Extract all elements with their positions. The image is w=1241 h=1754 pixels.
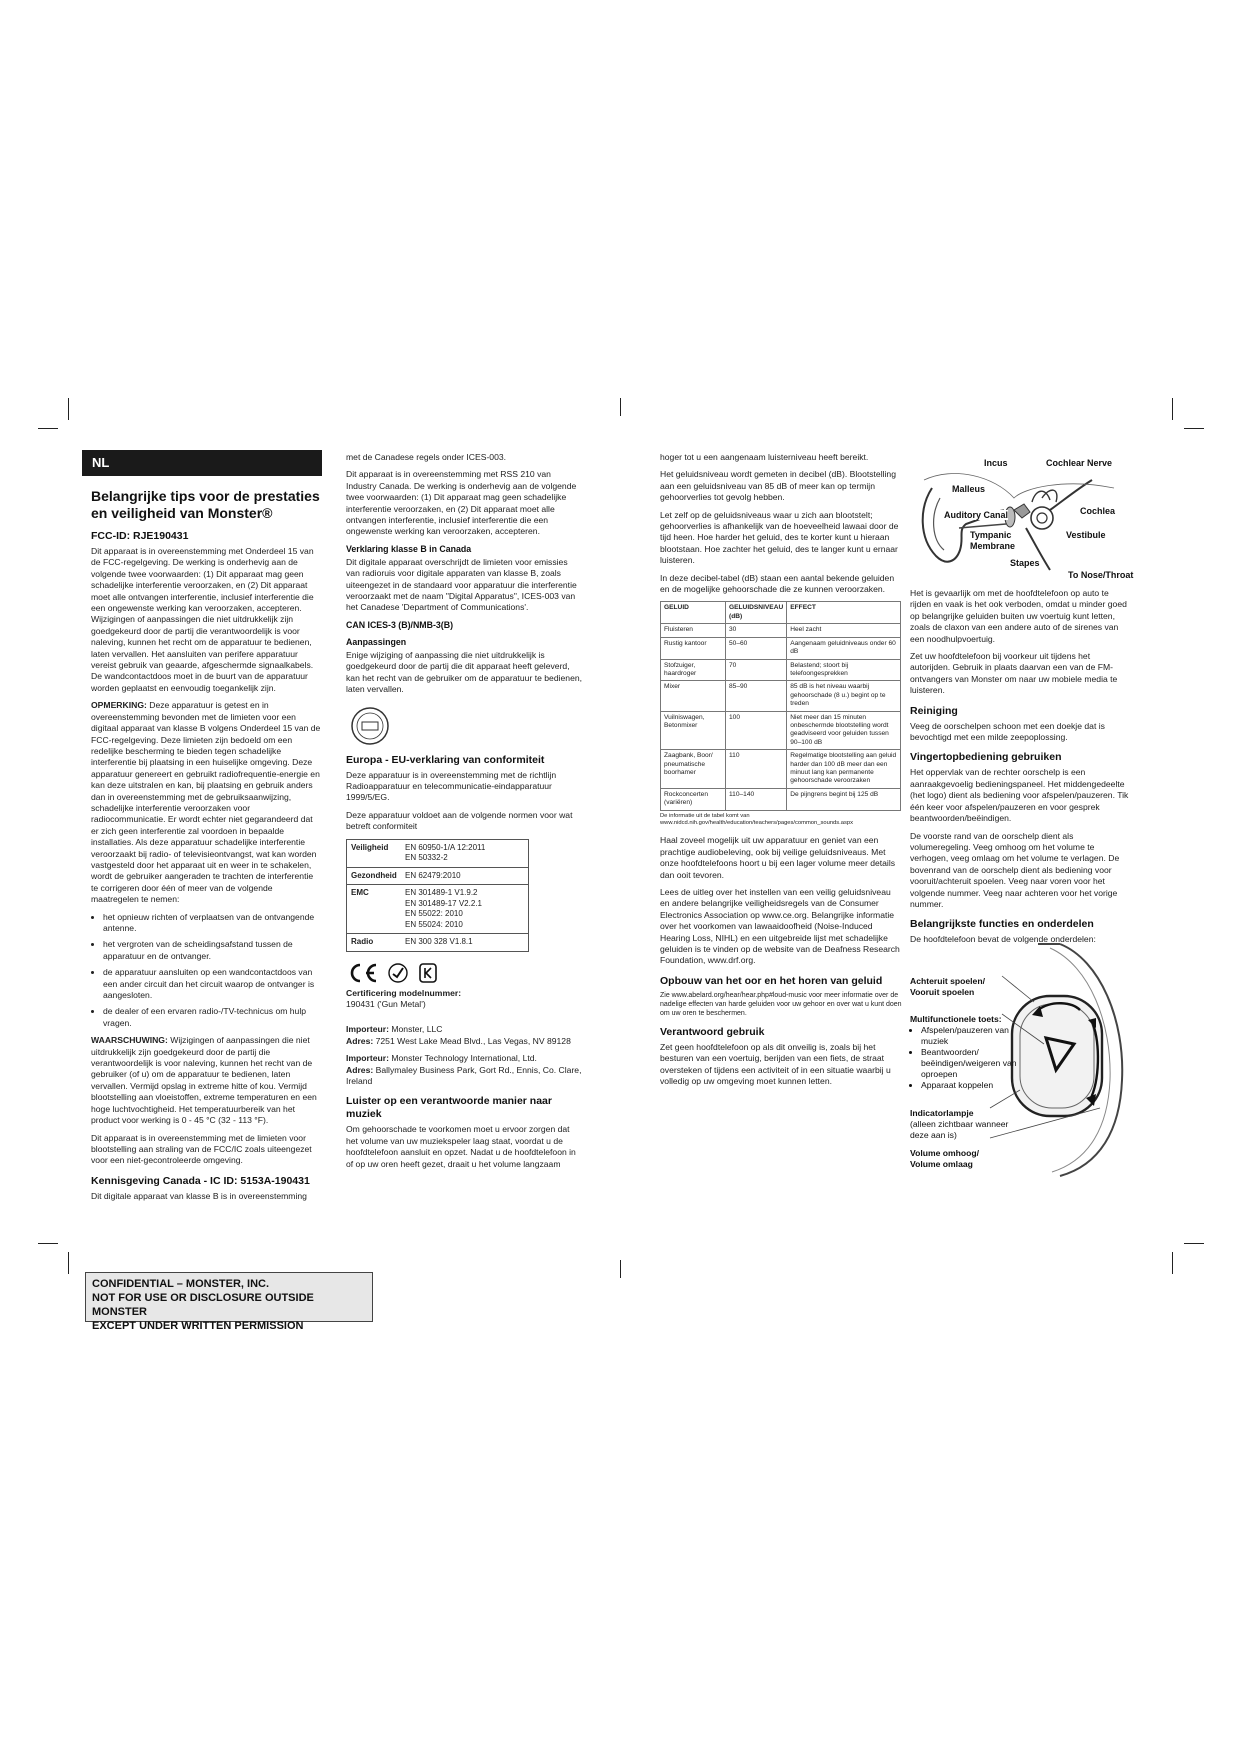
table-cell: EN 300 328 V1.8.1 xyxy=(401,934,529,952)
label-malleus: Malleus xyxy=(952,484,986,494)
label-incus: Incus xyxy=(984,458,1008,468)
label-rewind-forward: Achteruit spoelen/ Vooruit spoelen xyxy=(910,976,985,997)
column-header: GELUIDSNIVEAU (dB) xyxy=(726,602,787,624)
address-eu-line xyxy=(346,1065,582,1088)
standards-table xyxy=(346,839,529,952)
table-cell: 85 dB is het niveau waarbij gehoorschade (8 u.) begint op te treden xyxy=(787,681,901,711)
multifunction-list xyxy=(910,1025,1020,1091)
table-row xyxy=(347,839,529,867)
crop-mark xyxy=(68,1252,69,1274)
label-cochlea: Cochlea xyxy=(1080,506,1116,516)
column-header: EFFECT xyxy=(787,602,901,624)
decibel-paragraph: Het geluidsniveau wordt gemeten in decibel (dB). Blootstelling aan een geluidsniveau van 85 dB of meer kan op termijn gehoorverlies tot gevolg hebben. xyxy=(660,469,896,503)
table-cell: Niet meer dan 15 minuten onbeschermde blootstelling wordt geadviseerd voor geluiden tussen 90–100 dB xyxy=(787,711,901,750)
label-stapes: Stapes xyxy=(1010,558,1040,568)
confidential-line: EXCEPT UNDER WRITTEN PERMISSION xyxy=(92,1320,304,1332)
listen-continued: hoger tot u een aangenaam luisterniveau heeft bereikt. xyxy=(660,452,869,462)
eu-paragraph-2: Deze apparatuur voldoet aan de volgende normen voor wat betreft conformiteit xyxy=(346,809,573,832)
table-row xyxy=(347,867,529,885)
column-2 xyxy=(346,452,582,1176)
label-auditory-canal: Auditory Canal xyxy=(944,510,1009,520)
ices-paragraph: met de Canadese regels onder ICES-003. xyxy=(346,452,507,462)
list-item: • de dealer of een ervaren radio-/TV-technicus om hulp vragen. xyxy=(103,1006,321,1029)
listen-heading: Luister op een verantwoorde manier naar muziek xyxy=(346,1095,552,1121)
confidential-line: CONFIDENTIAL – MONSTER, INC. xyxy=(92,1278,270,1290)
table-cell: Heel zacht xyxy=(787,624,901,637)
exposure-paragraph: Dit apparaat is in overeenstemming met de limieten voor blootstelling aan straling van de FCC/IC zoals uiteengezet voor een niet-gecontroleerde omgeving. xyxy=(91,1132,312,1166)
crop-mark xyxy=(1184,1243,1204,1244)
address-line xyxy=(346,1036,582,1047)
crop-mark xyxy=(620,398,621,416)
canada-heading: Kennisgeving Canada - IC ID: 5153A-190431 xyxy=(91,1174,310,1187)
cleaning-paragraph: Veeg de oorschelpen schoon met een doekje dat is bevochtigd met een milde zeepoplossing. xyxy=(910,720,1105,743)
table-row xyxy=(661,711,901,750)
class-b-heading: Verklaring klasse B in Canada xyxy=(346,543,472,554)
column-1 xyxy=(91,484,321,1208)
table-row xyxy=(661,788,901,810)
address-value: 7251 West Lake Mead Blvd., Las Vegas, NV 89128 xyxy=(373,1035,571,1046)
language-badge: NL xyxy=(82,450,322,476)
crop-mark xyxy=(1184,428,1204,429)
driving-paragraph: Het is gevaarlijk om met de hoofdtelefoon op auto te rijden en vaak is het ook verboden, omdat u minder goed op belangrijke geluiden buiten uw voertuig kunt letten, zoals de claxon van een andere auto of de sirenes van een noodhulpvoertuig. xyxy=(910,588,1127,644)
parts-paragraph: De hoofdtelefoon bevat de volgende onderdelen: xyxy=(910,934,1096,945)
table-row xyxy=(661,659,901,681)
table-row xyxy=(347,934,529,952)
table-cell: Rockconcerten (variëren) xyxy=(661,788,726,810)
parts-heading: Belangrijkste functies en onderdelen xyxy=(910,918,1094,931)
can-ices-heading: CAN ICES-3 (B)/NMB-3(B) xyxy=(346,619,454,630)
crop-mark xyxy=(1172,1252,1173,1274)
table-cell: 110 xyxy=(726,750,787,789)
class-b-paragraph: Dit digitale apparaat overschrijdt de limieten voor emissies van radioruis voor digitale apparaten van klasse B, zoals uiteengezet in de standaard voor apparatuur die interferentie veroorzaakt met de naam "Digital Apparatus", ICES-003 van het Canadese 'Department of Communications'. xyxy=(346,556,577,613)
table-cell: 30 xyxy=(726,624,787,637)
address-eu-label: Adres: xyxy=(346,1064,374,1075)
table-cell: Veiligheid xyxy=(347,839,402,867)
table-row xyxy=(661,750,901,789)
table-cell: 110–140 xyxy=(726,788,787,810)
headphone-diagram xyxy=(910,940,1140,1180)
table-cell: Stofzuiger, haardroger xyxy=(661,659,726,681)
fingertip-paragraph-2: De voorste rand van de oorschelp dient als volumeregeling. Veeg omhoog om het volume te verhogen, veeg omlaag om het volume te verlagen. De bovenrand van de oorschelp dient als bediening voor vooruit/achteruit spoelen. Veeg naar voren voor het volgende nummer. Veeg naar achteren voor het vorige nummer. xyxy=(910,830,1120,909)
warning-label: WAARSCHUWING: xyxy=(91,1035,168,1046)
table-intro: In deze decibel-tabel (dB) staan een aantal bekende geluiden en de mogelijke gehoorschade die ze kunnen veroorzaken. xyxy=(660,572,895,595)
rss-paragraph: Dit apparaat is in overeenstemming met RSS 210 van Industry Canada. De werking is onderhevig aan de volgende twee voorwaarden: (1) Dit apparaat mag geen schadelijke interferentie veroorzaken, en (2) Dit apparaat moet alle ontvangen interferentie, inclusief interferentie die een ongewenste werking kan veroorzaken, accepteren. xyxy=(346,469,577,537)
rcm-mark-icon xyxy=(386,962,410,984)
table-row xyxy=(661,624,901,637)
list-item: • het vergroten van de scheidingsafstand tussen de apparatuur en de ontvanger. xyxy=(103,939,321,962)
measures-list xyxy=(91,912,321,1030)
list-item: • de apparatuur aansluiten op een wandcontactdoos van een ander circuit dan het circuit waarop de ontvanger is aangesloten. xyxy=(103,967,321,1001)
list-item: • Apparaat koppelen xyxy=(921,1080,1020,1091)
note-paragraph xyxy=(91,700,321,905)
note-label: OPMERKING: xyxy=(91,700,147,711)
table-cell: Zaagbank, Boor/ pneumatische boorhamer xyxy=(661,750,726,789)
table-cell: EN 62479:2010 xyxy=(401,867,529,885)
canada-paragraph: Dit digitale apparaat van klasse B is in overeenstemming xyxy=(91,1190,307,1201)
importer-value: Monster, LLC xyxy=(388,1024,443,1035)
label-tympanic-membrane: Tympanic Membrane xyxy=(970,530,1016,551)
list-item: • Afspelen/pauzeren van muziek xyxy=(921,1025,1020,1047)
crop-mark xyxy=(1172,398,1173,420)
fm-paragraph: Zet uw hoofdtelefoon bij voorkeur uit tijdens het autorijden. Gebruik in plaats daarvan een van de FM-ontvangers van Monster om naar uw mobiele media te luisteren. xyxy=(910,651,1118,696)
modifications-heading: Aanpassingen xyxy=(346,636,407,647)
table-row xyxy=(347,885,529,934)
table-cell: EN 60950-1/A 12:2011 EN 50332-2 xyxy=(401,839,529,867)
eu-paragraph-1: Deze apparatuur is in overeenstemming met de richtlijn Radioapparatuur en telecommunicatie-eindapparatuur 1999/5/EG. xyxy=(346,769,557,803)
table-cell: Aangenaam geluidniveaus onder 60 dB xyxy=(787,637,901,659)
ear-heading: Opbouw van het oor en het horen van geluid xyxy=(660,974,883,987)
label-volume: Volume omhoog/ Volume omlaag xyxy=(910,1148,980,1169)
exposure-levels-paragraph: Let zelf op de geluidsniveaus waar u zich aan blootstelt; gehoorverlies is afhankelijk van de hoeveelheid lawaai door de tijd heen. Hoe harder het geluid, des te korter kunt u hieraan blootstaan. Hoe zachter het geluid, des te langer kunt u ernaar luisteren. xyxy=(660,509,899,566)
column-header: GELUID xyxy=(661,602,726,624)
note-text: Deze apparatuur is getest en in overeenstemming bevonden met de limieten voor een digitaal apparaat van klasse B volgens Onderdeel 15 van de FCC-regelgeving. Deze limieten zijn bedoeld om een redelijke bescherming te bieden tegen schadelijke interferentie bij plaatsing in een huiselijke omgeving. Deze apparatuur genereert en gebruikt radiofrequentie-energie en kan deze uitstralen en kan, bij plaatsing en gebruik anders dan in overeenstemming met de gebruiksaanwijzing, schadelijke interferentie veroorzaken voor radiocommunicatie. Er wordt echter niet gegarandeerd dat er zich geen interferentie zal voordoen in bepaalde installaties. Als deze apparatuur schadelijke interferentie veroorzaakt bij radio- of televisieontvangst, wat kan worden vastgesteld door het apparaat uit en weer in te schakelen, wordt de gebruiker aangeraden te trachten de interferentie te corrigeren door één of meer van de volgende maatregelen te nemen: xyxy=(91,700,321,905)
listen-paragraph: Om gehoorschade te voorkomen moet u ervoor zorgen dat het volume van uw muziekspeler laag staat, voordat u de hoofdtelefoon aansluit en opzet. Nadat u de hoofdtelefoon in of op uw oren heeft gezet, draait u het volume langzaam xyxy=(346,1124,576,1169)
table-cell: Mixer xyxy=(661,681,726,711)
ce-mark-icon xyxy=(346,962,378,984)
importer-eu-line xyxy=(346,1053,582,1064)
crop-mark xyxy=(68,398,69,420)
list-item: • Beantwoorden/ beëindigen/weigeren van oproepen xyxy=(921,1047,1020,1080)
confidential-notice xyxy=(85,1272,373,1332)
label-to-nose-throat: To Nose/Throat xyxy=(1068,570,1134,580)
ear-paragraph: Zie www.abelard.org/hear/hear.php#loud-music voor meer informatie over de nadelige effecten van harde geluiden voor uw gehoor en over wat u kunt doen om uw oren te beschermen. xyxy=(660,991,902,1017)
table-cell: Regelmatige blootstelling aan geluid harder dan 100 dB meer dan een minuut lang kan permanente gehoorschade veroorzaken xyxy=(787,750,901,789)
table-cell: Rustig kantoor xyxy=(661,637,726,659)
label-vestibule: Vestibule xyxy=(1066,530,1106,540)
enjoy-paragraph: Haal zoveel mogelijk uit uw apparatuur en geniet van een prachtige audiobeleving, ook bij veilige geluidsniveaus. Met onze hoofdtelefoons hoort u bij een lager volume meer details dan ooit tevoren. xyxy=(660,835,896,880)
modifications-paragraph: Enige wijziging of aanpassing die niet uitdrukkelijk is goedgekeurd door de partij die dit apparaat heeft geleverd, kan het recht van de gebruiker om de apparatuur te bedienen, laten vervallen. xyxy=(346,649,583,695)
list-item: • het opnieuw richten of verplaatsen van de ontvangende antenne. xyxy=(103,912,321,935)
indicator-block xyxy=(910,1108,1020,1141)
importer-eu-value: Monster Technology International, Ltd. xyxy=(388,1053,537,1064)
fcc-paragraph: Dit apparaat is in overeenstemming met Onderdeel 15 van de FCC-regelgeving. De werking is onderhevig aan de volgende twee voorwaarden: (1) Dit apparaat mag geen schadelijke interferentie veroorzaken, en (2) Dit apparaat moet alle ontvangen interferentie, inclusief interferentie die een ongewenste werking kan veroorzaken, accepteren. Wijzigingen of aanpassingen die niet uitdrukkelijk zijn goedgekeurd door de partij die verantwoordelijk is voor naleving, kunnen het recht om de apparatuur te bedienen, laten vervallen. Het aansluiten van perifere apparatuur vereist gebruik van geaarde, afgeschermde signaalkabels. De wandcontactdoos moet in de buurt van de apparatuur worden geplaatst en eenvoudig toegankelijk zijn. xyxy=(91,546,314,693)
table-header-row xyxy=(661,602,901,624)
confidential-line: NOT FOR USE OR DISCLOSURE OUTSIDE MONSTER xyxy=(92,1292,314,1318)
importer-line xyxy=(346,1024,582,1035)
responsible-use-paragraph: Zet geen hoofdtelefoon op als dit onveilig is, zoals bij het besturen van een voertuig, berijden van een fiets, de straat oversteken of tijdens een activiteit of in een situatie waarbij u volledig op uw omgeving moet kunnen letten. xyxy=(660,1041,891,1087)
label-multifunction: Multifunctionele toets: xyxy=(910,1014,1002,1024)
table-source-note: De informatie uit de tabel komt van www.nidcd.nih.gov/health/education/teachers/pages/common_sounds.aspx xyxy=(660,812,854,826)
address-label: Adres: xyxy=(346,1035,374,1046)
fingertip-paragraph-1: Het oppervlak van de rechter oorschelp is een aanraakgevoelig bedieningspaneel. Het middengedeelte (het logo) dient als bediening voor afspelen/pauzeren. Tik één keer voor afspelen/pauzeren en voor gesprek beantwoorden/beëindigen. xyxy=(910,767,1129,824)
column-3 xyxy=(660,452,902,1094)
importer-label: Importeur: xyxy=(346,1024,389,1035)
table-cell: 50–60 xyxy=(726,637,787,659)
eu-heading: Europa - EU-verklaring van conformiteit xyxy=(346,753,545,766)
multifunction-block xyxy=(910,1014,1020,1091)
ices-seal-icon xyxy=(350,706,390,746)
table-cell: 70 xyxy=(726,659,787,681)
cea-paragraph: Lees de uitleg over het instellen van een veilig geluidsniveau en andere belangrijke veiligheidsregels van de Consumer Electronics Association op www.ce.org. Belangrijke informatie over het voorkomen van lawaaidoofheid (Noise-Induced Hearing Loss, NIHL) en een uitgebreide lijst met schadelijke geluiden is te vinden op de website van de Deafness Research Foundation, www.drf.org. xyxy=(660,887,900,966)
decibel-table xyxy=(660,601,901,810)
indicator-text: (alleen zichtbaar wanneer deze aan is) xyxy=(910,1119,1009,1140)
certification-logos xyxy=(346,962,582,984)
table-row xyxy=(661,637,901,659)
certification-block xyxy=(346,988,582,1011)
table-cell: Fluisteren xyxy=(661,624,726,637)
table-cell: Radio xyxy=(347,934,402,952)
cleaning-heading: Reiniging xyxy=(910,704,958,717)
importer-eu-label: Importeur: xyxy=(346,1053,389,1064)
table-cell: 100 xyxy=(726,711,787,750)
table-cell: EMC xyxy=(347,885,402,934)
crop-mark xyxy=(620,1260,621,1278)
table-cell: Vuilniswagen, Betonmixer xyxy=(661,711,726,750)
warning-text: Wijzigingen of aanpassingen die niet uitdrukkelijk zijn goedgekeurd door de partij die verantwoordelijk is voor naleving, kunnen het recht van de gebruiker (of u) om de apparatuur te bedienen, laten vervallen. Vermijd opslag in extreme hitte of kou. Vermijd blootstelling aan vloeistoffen, extreme temperaturen en een hoge luchtvochtigheid. Het temperatuurbereik van het product voor werking is 0 - 45 °C (32 - 113 °F). xyxy=(91,1035,317,1126)
table-cell: EN 301489-1 V1.9.2 EN 301489-17 V2.2.1 EN 55022: 2010 EN 55024: 2010 xyxy=(401,885,529,934)
address-eu-value: Ballymaley Business Park, Gort Rd., Ennis, Co. Clare, Ireland xyxy=(346,1064,582,1086)
fingertip-heading: Vingertopbediening gebruiken xyxy=(910,751,1062,764)
ear-diagram xyxy=(914,458,1134,583)
responsible-use-heading: Verantwoord gebruik xyxy=(660,1025,765,1038)
table-cell: Belastend; stoort bij telefoongesprekken xyxy=(787,659,901,681)
crop-mark xyxy=(38,428,58,429)
table-cell: 85–90 xyxy=(726,681,787,711)
table-row xyxy=(661,681,901,711)
certification-label: Certificering modelnummer: xyxy=(346,987,462,998)
table-cell: De pijngrens begint bij 125 dB xyxy=(787,788,901,810)
certification-value: 190431 ('Gun Metal') xyxy=(346,998,426,1009)
warning-paragraph xyxy=(91,1035,321,1126)
page-title: Belangrijke tips voor de prestaties en veiligheid van Monster® xyxy=(91,488,320,521)
label-indicator: Indicatorlampje xyxy=(910,1108,974,1118)
column-4 xyxy=(910,588,1132,952)
crop-mark xyxy=(38,1243,58,1244)
label-cochlear-nerve: Cochlear Nerve xyxy=(1046,458,1113,468)
table-cell: Gezondheid xyxy=(347,867,402,885)
ic-mark-icon xyxy=(418,962,438,984)
fcc-heading: FCC-ID: RJE190431 xyxy=(91,530,189,542)
